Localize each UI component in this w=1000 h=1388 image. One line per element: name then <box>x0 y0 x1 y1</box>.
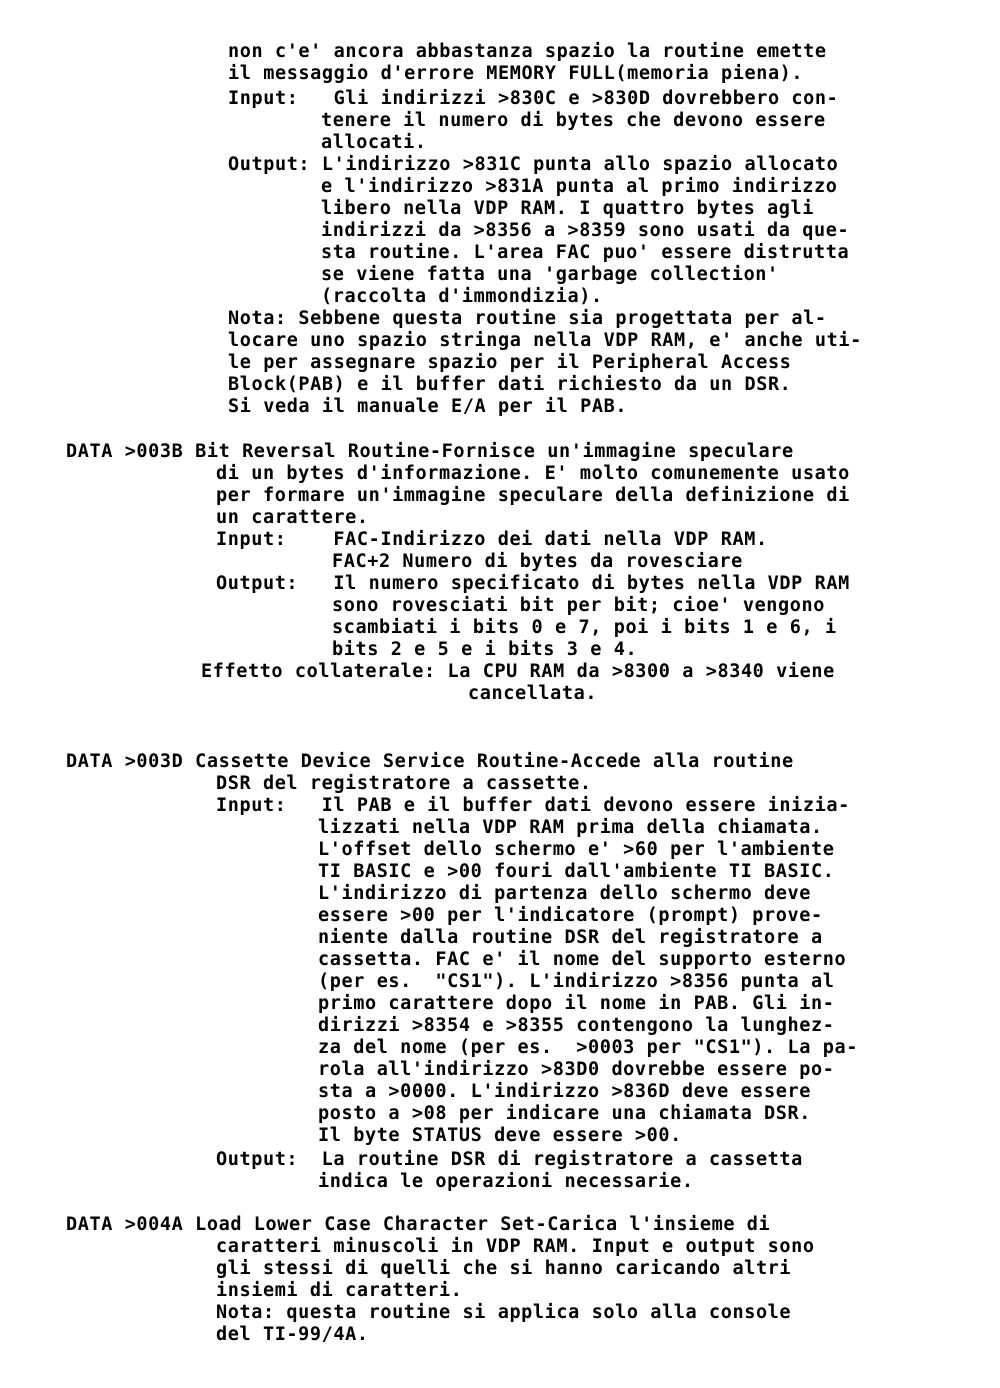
text-line: sta a >0000. L'indirizzo >836D deve essere <box>318 1081 811 1102</box>
section-heading: DATA >003D Cassette Device Service Routine-Accede alla routine <box>66 751 794 772</box>
text-line: Nota: questa routine si applica solo alla console <box>216 1302 792 1323</box>
text-line: Il byte STATUS deve essere >00. <box>318 1125 682 1146</box>
text-line: Block(PAB) e il buffer dati richiesto da un DSR. <box>228 374 792 395</box>
text-line: Input: FAC-Indirizzo dei dati nella VDP RAM. <box>216 529 768 550</box>
text-line: indirizzi da >8356 a >8359 sono usati da que- <box>321 220 850 241</box>
text-line: tenere il numero di bytes che devono essere <box>321 110 826 131</box>
text-line: del TI-99/4A. <box>216 1324 369 1345</box>
text-line: bits 2 e 5 e i bits 3 e 4. <box>332 639 638 660</box>
text-line: rola all'indirizzo >83D0 dovrebbe essere po- <box>318 1059 835 1080</box>
text-line: indica le operazioni necessarie. <box>318 1171 694 1192</box>
text-line: cancellata. <box>468 683 598 704</box>
text-line: dirizzi >8354 e >8355 contengono la lunghez- <box>318 1015 835 1036</box>
text-line: le per assegnare spazio per il Peripheral Access <box>228 352 792 373</box>
text-line: za del nome (per es. >0003 per "CS1"). La pa- <box>318 1037 858 1058</box>
text-line: L'offset dello schermo e' >60 per l'ambiente <box>318 839 835 860</box>
text-line: Nota: Sebbene questa routine sia progettata per al- <box>228 308 827 329</box>
text-line: scambiati i bits 0 e 7, poi i bits 1 e 6, i <box>332 617 837 638</box>
text-line: gli stessi di quelli che si hanno caricando altri <box>216 1258 792 1279</box>
text-line: Input: Gli indirizzi >830C e >830D dovrebbero con- <box>228 88 839 109</box>
text-line: primo carattere dopo il nome in PAB. Gli in- <box>318 993 835 1014</box>
section-heading: DATA >004A Load Lower Case Character Set-Carica l'insieme di <box>66 1214 771 1235</box>
section-heading: DATA >003B Bit Reversal Routine-Fornisce un'immagine speculare <box>66 441 794 462</box>
text-line: non c'e' ancora abbastanza spazio la routine emette <box>228 41 827 62</box>
text-line: insiemi di caratteri. <box>216 1280 463 1301</box>
text-line: Input: Il PAB e il buffer dati devono essere inizia- <box>216 795 850 816</box>
text-line: essere >00 per l'indicatore (prompt) prove- <box>318 905 823 926</box>
text-line: il messaggio d'errore MEMORY FULL(memoria piena). <box>228 63 804 84</box>
text-line: se viene fatta una 'garbage collection' <box>321 264 779 285</box>
text-line: lizzati nella VDP RAM prima della chiamata. <box>318 817 823 838</box>
text-line: sono rovesciati bit per bit; cioe' vengono <box>332 595 825 616</box>
text-line: Output: La routine DSR di registratore a cassetta <box>216 1149 803 1170</box>
text-line: cassetta. FAC e' il nome del supporto esterno <box>318 949 847 970</box>
text-line: e l'indirizzo >831A punta al primo indirizzo <box>321 176 838 197</box>
text-line: Output: L'indirizzo >831C punta allo spazio allocato <box>228 154 839 175</box>
text-line: DSR del registratore a cassette. <box>216 773 592 794</box>
text-line: (raccolta d'immondizia). <box>321 286 603 307</box>
text-line: (per es. "CS1"). L'indirizzo >8356 punta al <box>318 971 835 992</box>
text-line: caratteri minuscoli in VDP RAM. Input e output sono <box>216 1236 815 1257</box>
text-line: TI BASIC e >00 fouri dall'ambiente TI BASIC. <box>318 861 835 882</box>
text-line: posto a >08 per indicare una chiamata DSR. <box>318 1103 811 1124</box>
text-line: Effetto collaterale: La CPU RAM da >8300 a >8340 viene <box>201 661 835 682</box>
text-line: Si veda il manuale E/A per il PAB. <box>228 396 628 417</box>
text-line: di un bytes d'informazione. E' molto comunemente usato <box>216 463 850 484</box>
text-line: libero nella VDP RAM. I quattro bytes agli <box>321 198 814 219</box>
text-line: locare uno spazio stringa nella VDP RAM, e' anche uti- <box>228 330 862 351</box>
text-line: FAC+2 Numero di bytes da rovesciare <box>332 551 743 572</box>
text-line: niente dalla routine DSR del registratore a <box>318 927 823 948</box>
text-line: L'indirizzo di partenza dello schermo deve <box>318 883 811 904</box>
text-line: per formare un'immagine speculare della definizione di <box>216 485 850 506</box>
text-line: Output: Il numero specificato di bytes nella VDP RAM <box>216 573 850 594</box>
text-line: allocati. <box>321 132 427 153</box>
text-line: un carattere. <box>216 507 369 528</box>
text-line: sta routine. L'area FAC puo' essere distrutta <box>321 242 850 263</box>
